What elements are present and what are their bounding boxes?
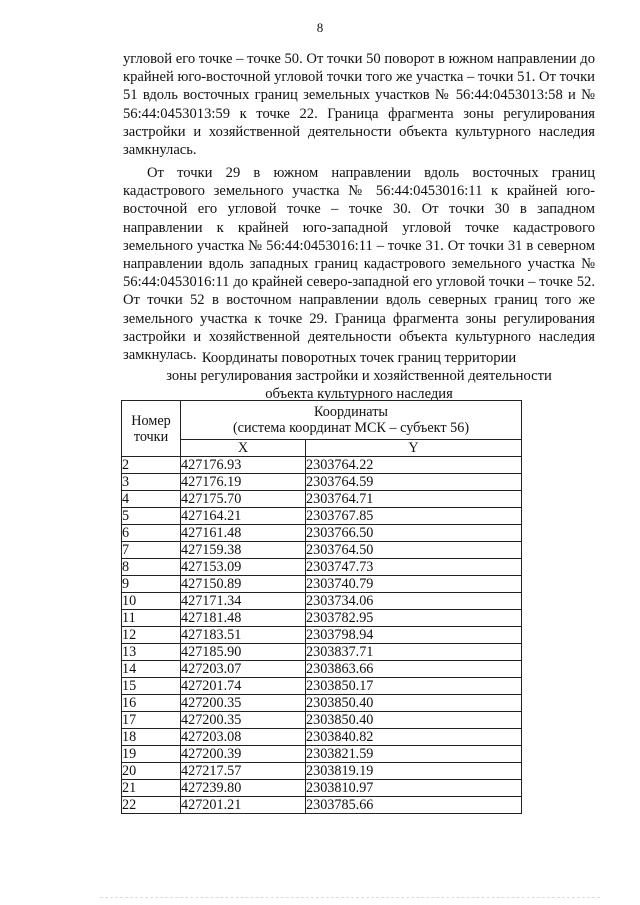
header-coordinate-system: (система координат МСК – субъект 56)	[232, 420, 470, 436]
table-row	[122, 695, 522, 712]
y-coordinate-cell: 2303819.19	[306, 763, 522, 780]
point-number-cell: 4	[122, 491, 181, 508]
x-coordinate-cell: 427164.21	[181, 508, 306, 525]
x-coordinate-cell: 427159.38	[181, 542, 306, 559]
y-coordinate-cell: 2303767.85	[306, 508, 522, 525]
table-row	[122, 763, 522, 780]
table-row	[122, 627, 522, 644]
header-point-number: Номер точки	[122, 401, 181, 457]
point-number-cell: 6	[122, 525, 181, 542]
y-coordinate-cell: 2303764.71	[306, 491, 522, 508]
point-number-cell: 10	[122, 593, 181, 610]
y-coordinate-cell: 2303764.59	[306, 474, 522, 491]
page-bottom-edge	[100, 897, 600, 901]
paragraph-1: угловой его точке – точке 50. От точки 50 поворот в южном направлении до крайней юго-восточной угловой точки того же участка – точки 51. От точки 51 вдоль восточных границ земельных участков № 56:44:0453013:58 и № 56:44:0453013:59 к точке 22. Граница фрагмента зоны регулирования застройки и хозяйственной деятельности объекта культурного наследия замкнулась.	[123, 51, 595, 159]
table-row	[122, 525, 522, 542]
x-coordinate-cell: 427200.35	[181, 712, 306, 729]
table-row	[122, 576, 522, 593]
header-y: Y	[306, 440, 522, 457]
point-number-cell: 3	[122, 474, 181, 491]
table-title-line-1: Координаты поворотных точек границ территории	[201, 350, 517, 366]
y-coordinate-cell: 2303766.50	[306, 525, 522, 542]
header-x: X	[181, 440, 306, 457]
header-coordinates	[181, 401, 522, 440]
table-row	[122, 474, 522, 491]
table-body	[122, 457, 522, 814]
y-coordinate-cell: 2303734.06	[306, 593, 522, 610]
table-row	[122, 593, 522, 610]
point-number-cell: 12	[122, 627, 181, 644]
x-coordinate-cell: 427176.93	[181, 457, 306, 474]
table-row	[122, 712, 522, 729]
point-number-cell: 17	[122, 712, 181, 729]
y-coordinate-cell: 2303798.94	[306, 627, 522, 644]
y-coordinate-cell: 2303863.66	[306, 661, 522, 678]
y-coordinate-cell: 2303810.97	[306, 780, 522, 797]
point-number-cell: 19	[122, 746, 181, 763]
y-coordinate-cell: 2303764.22	[306, 457, 522, 474]
x-coordinate-cell: 427181.48	[181, 610, 306, 627]
table-row	[122, 491, 522, 508]
table-title-line-2: зоны регулирования застройки и хозяйственной деятельности	[166, 368, 552, 384]
point-number-cell: 9	[122, 576, 181, 593]
y-coordinate-cell: 2303821.59	[306, 746, 522, 763]
x-coordinate-cell: 427150.89	[181, 576, 306, 593]
table-row	[122, 610, 522, 627]
paragraph-2: От точки 29 в южном направлении вдоль восточных границ кадастрового земельного участка № 56:44:0453016:11 к крайней юго-восточной его угловой точке – точке 30. От точки 30 в западном направлении к крайней юго-западной угловой точке кадастрового земельного участка № 56:44:0453016:11 – точке 31. От точки 31 в северном направлении вдоль западных границ кадастрового земельного участка № 56:44:0453016:11 до крайней северо-западной его угловой точки – точке 52. От точки 52 в восточном направлении вдоль северных границ того же земельного участка к точке 29. Граница фрагмента зоны регулирования застройки и хозяйственной деятельности объекта культурного наследия замкнулась.	[123, 165, 595, 364]
y-coordinate-cell: 2303740.79	[306, 576, 522, 593]
y-coordinate-cell: 2303850.17	[306, 678, 522, 695]
x-coordinate-cell: 427239.80	[181, 780, 306, 797]
point-number-cell: 21	[122, 780, 181, 797]
y-coordinate-cell: 2303747.73	[306, 559, 522, 576]
x-coordinate-cell: 427185.90	[181, 644, 306, 661]
x-coordinate-cell: 427201.74	[181, 678, 306, 695]
header-coordinates-title: Координаты	[314, 404, 388, 420]
point-number-cell: 18	[122, 729, 181, 746]
table-row	[122, 780, 522, 797]
point-number-cell: 8	[122, 559, 181, 576]
table-row	[122, 797, 522, 814]
point-number-cell: 13	[122, 644, 181, 661]
x-coordinate-cell: 427203.08	[181, 729, 306, 746]
coordinates-table	[121, 400, 522, 814]
x-coordinate-cell: 427171.34	[181, 593, 306, 610]
point-number-cell: 16	[122, 695, 181, 712]
x-coordinate-cell: 427161.48	[181, 525, 306, 542]
page-number: 8	[316, 20, 324, 35]
x-coordinate-cell: 427200.35	[181, 695, 306, 712]
point-number-cell: 7	[122, 542, 181, 559]
table-row	[122, 542, 522, 559]
y-coordinate-cell: 2303782.95	[306, 610, 522, 627]
x-coordinate-cell: 427183.51	[181, 627, 306, 644]
point-number-cell: 15	[122, 678, 181, 695]
table-row	[122, 457, 522, 474]
table-row	[122, 559, 522, 576]
x-coordinate-cell: 427175.70	[181, 491, 306, 508]
table-row	[122, 661, 522, 678]
y-coordinate-cell: 2303837.71	[306, 644, 522, 661]
table-row	[122, 644, 522, 661]
table-row	[122, 508, 522, 525]
point-number-cell: 22	[122, 797, 181, 814]
table-row	[122, 678, 522, 695]
y-coordinate-cell: 2303850.40	[306, 695, 522, 712]
table-title	[123, 349, 595, 403]
point-number-cell: 11	[122, 610, 181, 627]
x-coordinate-cell: 427201.21	[181, 797, 306, 814]
x-coordinate-cell: 427203.07	[181, 661, 306, 678]
y-coordinate-cell: 2303764.50	[306, 542, 522, 559]
y-coordinate-cell: 2303850.40	[306, 712, 522, 729]
x-coordinate-cell: 427176.19	[181, 474, 306, 491]
point-number-cell: 14	[122, 661, 181, 678]
table-row	[122, 729, 522, 746]
point-number-cell: 5	[122, 508, 181, 525]
y-coordinate-cell: 2303785.66	[306, 797, 522, 814]
x-coordinate-cell: 427153.09	[181, 559, 306, 576]
y-coordinate-cell: 2303840.82	[306, 729, 522, 746]
point-number-cell: 20	[122, 763, 181, 780]
x-coordinate-cell: 427217.57	[181, 763, 306, 780]
x-coordinate-cell: 427200.39	[181, 746, 306, 763]
table-row	[122, 746, 522, 763]
point-number-cell: 2	[122, 457, 181, 474]
table-title-line-3: объекта культурного наследия	[265, 386, 453, 402]
